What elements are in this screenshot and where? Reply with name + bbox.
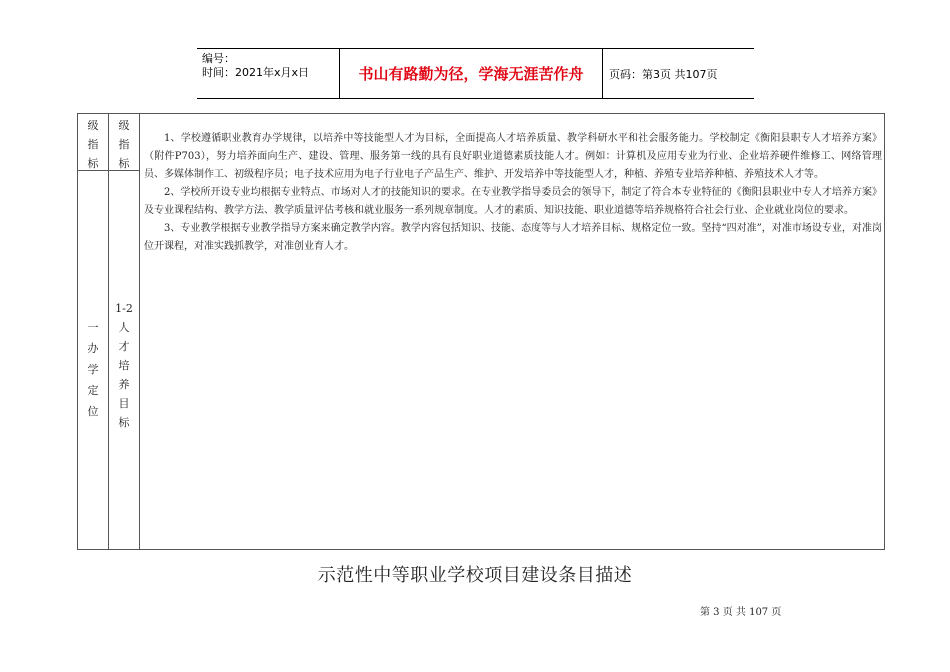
content-paragraph: 3、专业教学根据专业教学指导方案来确定教学内容。教学内容包括知识、技能、态度等与人才培养目标、规格定位一致。坚持“四对准”，对准市场设专业，对准岗位开课程，对准实践抓教学，对准创业育人才。 xyxy=(144,223,882,252)
item-char: 目 xyxy=(118,397,130,410)
content-paragraph: 1、学校遵循职业教育办学规律，以培养中等技能型人才为目标，全面提高人才培养质量、教学科研水平和社会服务能力。学校制定《衡阳县职专人才培养方案》（附件P703），努力培养面向生产、建设、管理、服务第一线的具有良好职业道德素质技能人才。例如：计算机及应用专业为行业、企业培养硬件维修工、网络管理员、多媒体制作工、初级程序员；电子技术应用为电子行业电子产品生产、维护、开发培养中等技能型人才，种植、养殖专业培养种植、养殖技术人才等。 xyxy=(144,133,882,180)
header-meta xyxy=(197,49,339,98)
item-char: 养 xyxy=(118,378,130,391)
item-code: 1-2 xyxy=(115,302,133,315)
page-header xyxy=(197,48,754,99)
col2-header-char: 级 xyxy=(118,119,130,132)
header-page-info: 页码：第3页 共107页 xyxy=(609,67,718,81)
col2-header-char: 指 xyxy=(118,138,130,151)
footer-page-info: 第 3 页 共 107 页 xyxy=(700,607,782,618)
col2-header xyxy=(109,116,139,173)
header-time-label: 时间：2021年x月x日 xyxy=(202,66,310,79)
document-title: 示范性中等职业学校项目建设条目描述 xyxy=(317,565,633,586)
content-cell xyxy=(144,130,882,256)
item-char: 标 xyxy=(118,416,130,429)
col1-header-char: 指 xyxy=(87,138,99,151)
header-motto: 书山有路勤为径，学海无涯苦作舟 xyxy=(358,65,584,83)
category-label xyxy=(78,317,108,422)
category-char: 位 xyxy=(87,405,99,418)
col1-header-char: 级 xyxy=(87,119,99,132)
category-char: 办 xyxy=(87,342,99,355)
category-char: 一 xyxy=(87,321,99,334)
item-char: 培 xyxy=(118,359,130,372)
category-char: 学 xyxy=(87,363,99,376)
item-label xyxy=(109,299,139,432)
col2-header-char: 标 xyxy=(118,157,130,170)
category-char: 定 xyxy=(87,384,99,397)
content-paragraph: 2、学校所开设专业均根据专业特点、市场对人才的技能知识的要求。在专业教学指导委员会的领导下，制定了符合本专业特征的《衡阳县职业中专人才培养方案》及专业课程结构、教学方法、教学质量评估考核和就业服务一系列规章制度。人才的素质、知识技能、职业道德等培养规格符合社会行业、企业就业岗位的要求。 xyxy=(144,187,882,216)
table-column-divider xyxy=(139,114,140,549)
item-char: 才 xyxy=(118,340,130,353)
header-number-label: 编号： xyxy=(202,52,235,65)
item-char: 人 xyxy=(118,321,130,334)
col1-header xyxy=(78,116,108,173)
indicator-table xyxy=(77,113,885,550)
col1-header-char: 标 xyxy=(87,157,99,170)
